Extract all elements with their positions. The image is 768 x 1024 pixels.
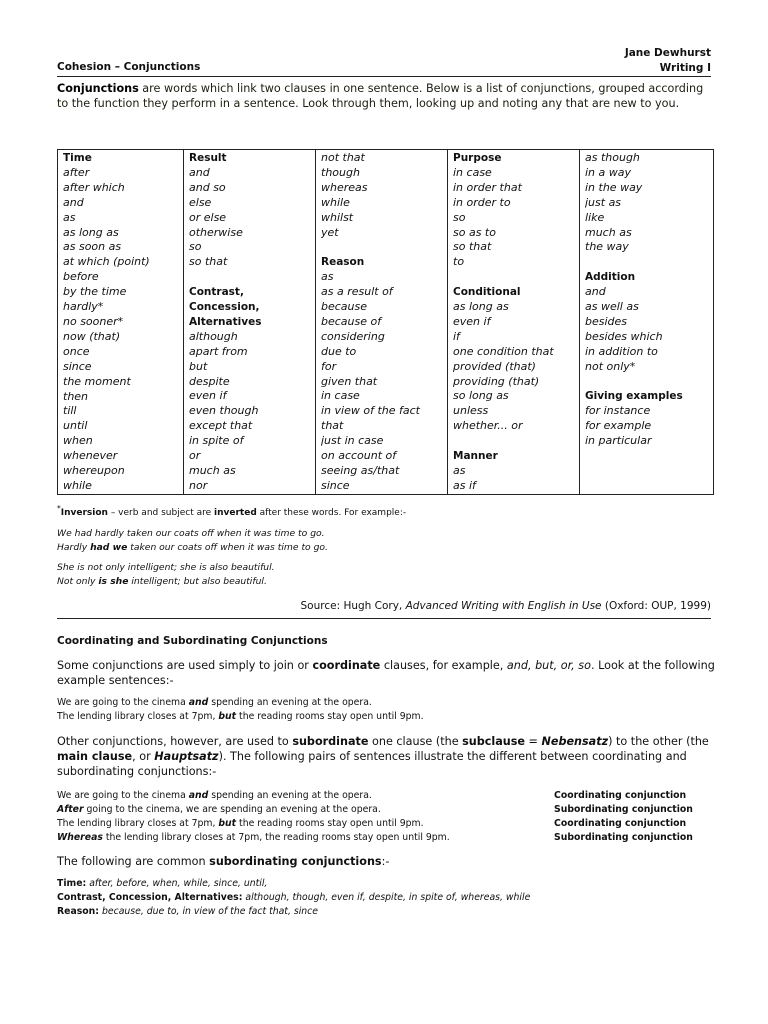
table-conjunction: so that (453, 240, 492, 254)
table-conjunction: provided (that) (453, 359, 536, 373)
time-list: after, before, when, while, since, until, (86, 878, 268, 889)
pair-post: going to the cinema, we are spending an evening at the opera. (83, 804, 381, 815)
table-spacer (585, 255, 708, 270)
table-conjunction: given that (321, 374, 378, 388)
pair-pre: We are going to the cinema (57, 790, 189, 801)
table-column-contrast-reason (316, 150, 448, 495)
contrast-list: although, though, even if, despite, in spite of, whereas, while (242, 892, 531, 903)
source-citation (301, 600, 712, 612)
ex1b-post: taken our coats off when it was time to go. (127, 542, 328, 553)
inversion-inverted: inverted (214, 508, 257, 518)
ex2b-pre: Not only (57, 576, 99, 587)
table-conjunction: as if (453, 478, 476, 492)
table-conjunction: as (453, 464, 466, 477)
inversion-text-b: after these words. For example:- (256, 508, 407, 518)
table-conjunction: providing (that) (453, 374, 540, 388)
p1-examples: and, but, or, so (506, 659, 591, 672)
header-divider (57, 76, 711, 77)
p2-j: Hauptsatz (154, 750, 219, 764)
table-conjunction: like (585, 210, 605, 224)
table-conjunction: because of (321, 314, 382, 328)
source-pre: Source: Hugh Cory, (300, 600, 406, 612)
reason-label: Reason: (57, 906, 99, 917)
table-conjunction: after (63, 165, 90, 179)
table-conjunction: due to (321, 344, 357, 358)
table-conjunction: even though (189, 404, 259, 418)
table-conjunction: though (321, 165, 360, 179)
table-conjunction: whilst (321, 210, 354, 224)
table-conjunction: not only* (585, 359, 636, 373)
s1-pre: We are going to the cinema (57, 697, 189, 708)
ex1b-pre: Hardly (57, 542, 91, 553)
table-conjunction: whether... or (453, 419, 523, 433)
table-conjunction: in case (453, 165, 492, 179)
table-category-heading: Addition (585, 271, 636, 284)
inversion-example-2a: She is not only intelligent; she is also beautiful. (57, 562, 275, 573)
inversion-note (57, 502, 406, 520)
pair-conjunction: and (188, 790, 209, 801)
p1-post: . Look at the following example sentences:- (57, 659, 715, 688)
pair-post: the reading rooms stay open until 9pm. (236, 818, 424, 829)
table-conjunction: although (189, 329, 238, 343)
pair-conjunction: After (57, 804, 84, 815)
intro-lead: Conjunctions (57, 82, 139, 95)
table-conjunction: so long as (453, 389, 509, 403)
inversion-example-1a: We had hardly taken our coats off when it was time to go. (57, 528, 325, 539)
table-conjunction: otherwise (189, 225, 243, 239)
inversion-text-a: – verb and subject are (107, 508, 215, 518)
table-conjunction: and (585, 285, 606, 299)
table-conjunction: once (63, 344, 90, 358)
intro-text: are words which link two clauses in one sentence. Below is a list of conjunctions, grouped according to the function they perform in a sentence. Look through them, looking up and noting any that are new to you. (57, 82, 704, 111)
pair-sentence (57, 817, 424, 831)
table-conjunction: as well as (585, 300, 639, 314)
pair-post: spending an evening at the opera. (208, 790, 372, 801)
inversion-term: Inversion (60, 508, 108, 518)
table-category-heading: Reason (321, 256, 365, 269)
table-conjunction: the moment (63, 374, 131, 388)
table-conjunction: at which (point) (63, 255, 150, 269)
table-conjunction: whereas (321, 180, 368, 194)
table-conjunction: so as to (453, 225, 496, 239)
table-column-time-result (58, 150, 184, 495)
table-conjunction: on account of (321, 449, 397, 463)
table-conjunction: in the way (585, 180, 643, 194)
p2-a: Other conjunctions, however, are used to (57, 735, 293, 748)
table-conjunction: while (63, 478, 92, 492)
p2-k: ). The following pairs of sentences illustrate the different between coordinating and subordinating conjunctions:- (57, 750, 687, 779)
list-reason (57, 905, 318, 919)
table-conjunction: after which (63, 180, 125, 194)
pair-post: the lending library closes at 7pm, the reading rooms stay open until 9pm. (102, 832, 450, 843)
table-conjunction: that (321, 419, 344, 433)
subordinate-paragraph (57, 734, 717, 780)
footnote-star: * (57, 504, 61, 513)
table-conjunction: considering (321, 329, 385, 343)
table-conjunction: when (63, 434, 93, 448)
table-conjunction: as (63, 210, 76, 224)
table-conjunction: until (63, 419, 88, 433)
page-title: Cohesion – Conjunctions (57, 61, 201, 73)
table-column-manner-addition-examples (580, 150, 714, 495)
table-spacer (453, 270, 574, 285)
table-conjunction: in case (321, 389, 360, 403)
table-category-heading: Manner (453, 450, 498, 463)
table-conjunction: for instance (585, 404, 651, 418)
table-conjunction: despite (189, 374, 230, 388)
table-conjunction: as (321, 270, 334, 284)
table-conjunction: since (321, 478, 350, 492)
table-conjunction: not that (321, 151, 365, 164)
table-category-heading: Result (189, 152, 227, 164)
table-conjunction: in order to (453, 195, 511, 209)
s2-pre: The lending library closes at 7pm, (57, 711, 219, 722)
table-conjunction: apart from (189, 344, 248, 358)
table-conjunction: so (453, 210, 466, 224)
table-conjunction: now (that) (63, 329, 121, 343)
intro-paragraph (57, 81, 713, 111)
table-conjunction: one condition that (453, 344, 554, 358)
course-name: Writing I (659, 62, 711, 74)
inversion-example-2b (57, 575, 267, 589)
pair-pre: The lending library closes at 7pm, (57, 818, 219, 829)
p2-d: subclause (462, 735, 525, 748)
table-conjunction: for (321, 359, 337, 373)
table-conjunction: besides which (585, 329, 663, 343)
time-label: Time: (57, 878, 87, 889)
ex2b-post: intelligent; but also beautiful. (128, 576, 267, 587)
p1-pre: Some conjunctions are used simply to join or (57, 659, 313, 672)
table-conjunction: just as (585, 195, 622, 209)
table-conjunction: because (321, 300, 368, 314)
table-conjunction: even if (453, 314, 491, 328)
table-conjunction: as long as (63, 225, 119, 239)
table-conjunction: in a way (585, 165, 632, 179)
header-author-block (625, 46, 711, 76)
p1-mid: clauses, for example, (380, 659, 507, 672)
pair-label: Subordinating conjunction (554, 804, 693, 815)
p3-pre: The following are common (57, 855, 210, 868)
table-conjunction: even if (189, 389, 227, 403)
p2-c: one clause (the (368, 735, 463, 748)
s1-bold: and (188, 697, 209, 708)
table-conjunction: in order that (453, 180, 522, 194)
p2-b: subordinate (292, 735, 369, 748)
table-conjunction: for example (585, 419, 652, 433)
p3-bold: subordinating conjunctions (209, 855, 382, 868)
s1-post: spending an evening at the opera. (208, 697, 372, 708)
table-conjunction: hardly* (63, 300, 104, 314)
p3-post: :- (381, 855, 390, 868)
table-conjunction: till (63, 404, 77, 418)
table-conjunction: and so (189, 180, 226, 194)
p2-e: = (525, 735, 542, 748)
pair-conjunction: Whereas (57, 832, 103, 843)
table-conjunction: except that (189, 419, 253, 433)
contrast-label: Contrast, Concession, Alternatives: (57, 892, 243, 903)
table-conjunction: seeing as/that (321, 464, 400, 478)
table-column-purpose-conditional-manner (448, 150, 580, 495)
table-conjunction: in view of the fact (321, 404, 420, 418)
section-title: Coordinating and Subordinating Conjunctions (57, 635, 328, 647)
list-time (57, 877, 267, 891)
table-conjunction: whereupon (63, 464, 125, 478)
s2-bold: but (218, 711, 237, 722)
table-conjunction: or (189, 449, 201, 463)
table-conjunction: as a result of (321, 285, 393, 299)
table-conjunction: else (189, 195, 212, 209)
p2-i: , or (132, 750, 155, 764)
table-conjunction: and (189, 165, 210, 179)
table-conjunction: then (63, 389, 89, 403)
table-category-heading: Time (63, 152, 92, 164)
table-conjunction: the way (585, 240, 629, 254)
source-book: Advanced Writing with English in Use (405, 600, 602, 612)
table-conjunction: but (189, 359, 208, 373)
table-conjunction: just in case (321, 434, 384, 448)
p2-f: Nebensatz (541, 735, 609, 748)
subordinating-intro (57, 854, 717, 869)
table-column-result-contrast (184, 150, 316, 495)
table-conjunction: no sooner* (63, 314, 124, 328)
coordinate-paragraph (57, 658, 717, 688)
table-category-heading: Purpose (453, 152, 502, 164)
table-conjunction: and (63, 195, 84, 209)
table-conjunction: before (63, 270, 99, 284)
p2-h: main clause (57, 750, 133, 764)
list-contrast (57, 891, 530, 905)
table-conjunction: or else (189, 210, 227, 224)
table-conjunction: in particular (585, 434, 652, 448)
example-sentence-1 (57, 696, 372, 710)
source-post: (Oxford: OUP, 1999) (601, 600, 711, 612)
table-conjunction: by the time (63, 285, 127, 299)
conjunctions-table (57, 149, 714, 495)
pair-sentence (57, 789, 372, 803)
pair-conjunction: but (218, 818, 237, 829)
table-category-heading: Giving examples (585, 390, 683, 403)
table-spacer (321, 240, 442, 255)
table-conjunction: so (189, 240, 202, 254)
table-conjunction: as long as (453, 300, 509, 314)
inversion-example-1b (57, 541, 328, 555)
table-conjunction: much as (585, 225, 632, 239)
table-conjunction: so that (189, 255, 228, 269)
table-conjunction: in spite of (189, 434, 244, 448)
reason-list: because, due to, in view of the fact that, since (99, 906, 319, 917)
table-conjunction: to (453, 255, 465, 269)
table-conjunction: since (63, 359, 92, 373)
pair-label: Subordinating conjunction (554, 832, 693, 843)
table-conjunction: unless (453, 404, 489, 418)
table-conjunction: in addition to (585, 344, 658, 358)
table-conjunction: as though (585, 151, 640, 164)
table-conjunction: if (453, 329, 460, 343)
example-sentence-2 (57, 710, 424, 724)
p2-g: ) to the other (the (608, 735, 709, 748)
p1-bold: coordinate (312, 659, 381, 672)
ex2b-bold: is she (98, 576, 129, 587)
table-conjunction: as soon as (63, 240, 122, 254)
table-category-heading: Contrast, (189, 286, 244, 299)
table-conjunction: much as (189, 464, 236, 478)
table-conjunction: while (321, 195, 350, 209)
table-category-heading: Alternatives (189, 315, 262, 328)
ex1b-bold: had we (90, 542, 128, 553)
s2-post: the reading rooms stay open until 9pm. (236, 711, 424, 722)
table-category-heading: Concession, (189, 301, 260, 314)
author-name: Jane Dewhurst (624, 47, 711, 59)
pair-sentence (57, 831, 450, 845)
table-spacer (585, 375, 708, 390)
pair-label: Coordinating conjunction (554, 790, 687, 801)
table-category-heading: Conditional (453, 286, 521, 299)
table-conjunction: whenever (63, 449, 118, 463)
pair-label: Coordinating conjunction (554, 818, 687, 829)
table-conjunction: besides (585, 314, 628, 328)
table-spacer (189, 270, 310, 285)
table-conjunction: nor (189, 478, 208, 492)
pair-sentence (57, 803, 381, 817)
table-spacer (453, 434, 574, 449)
section-divider (57, 618, 711, 619)
table-conjunction: yet (321, 225, 339, 239)
